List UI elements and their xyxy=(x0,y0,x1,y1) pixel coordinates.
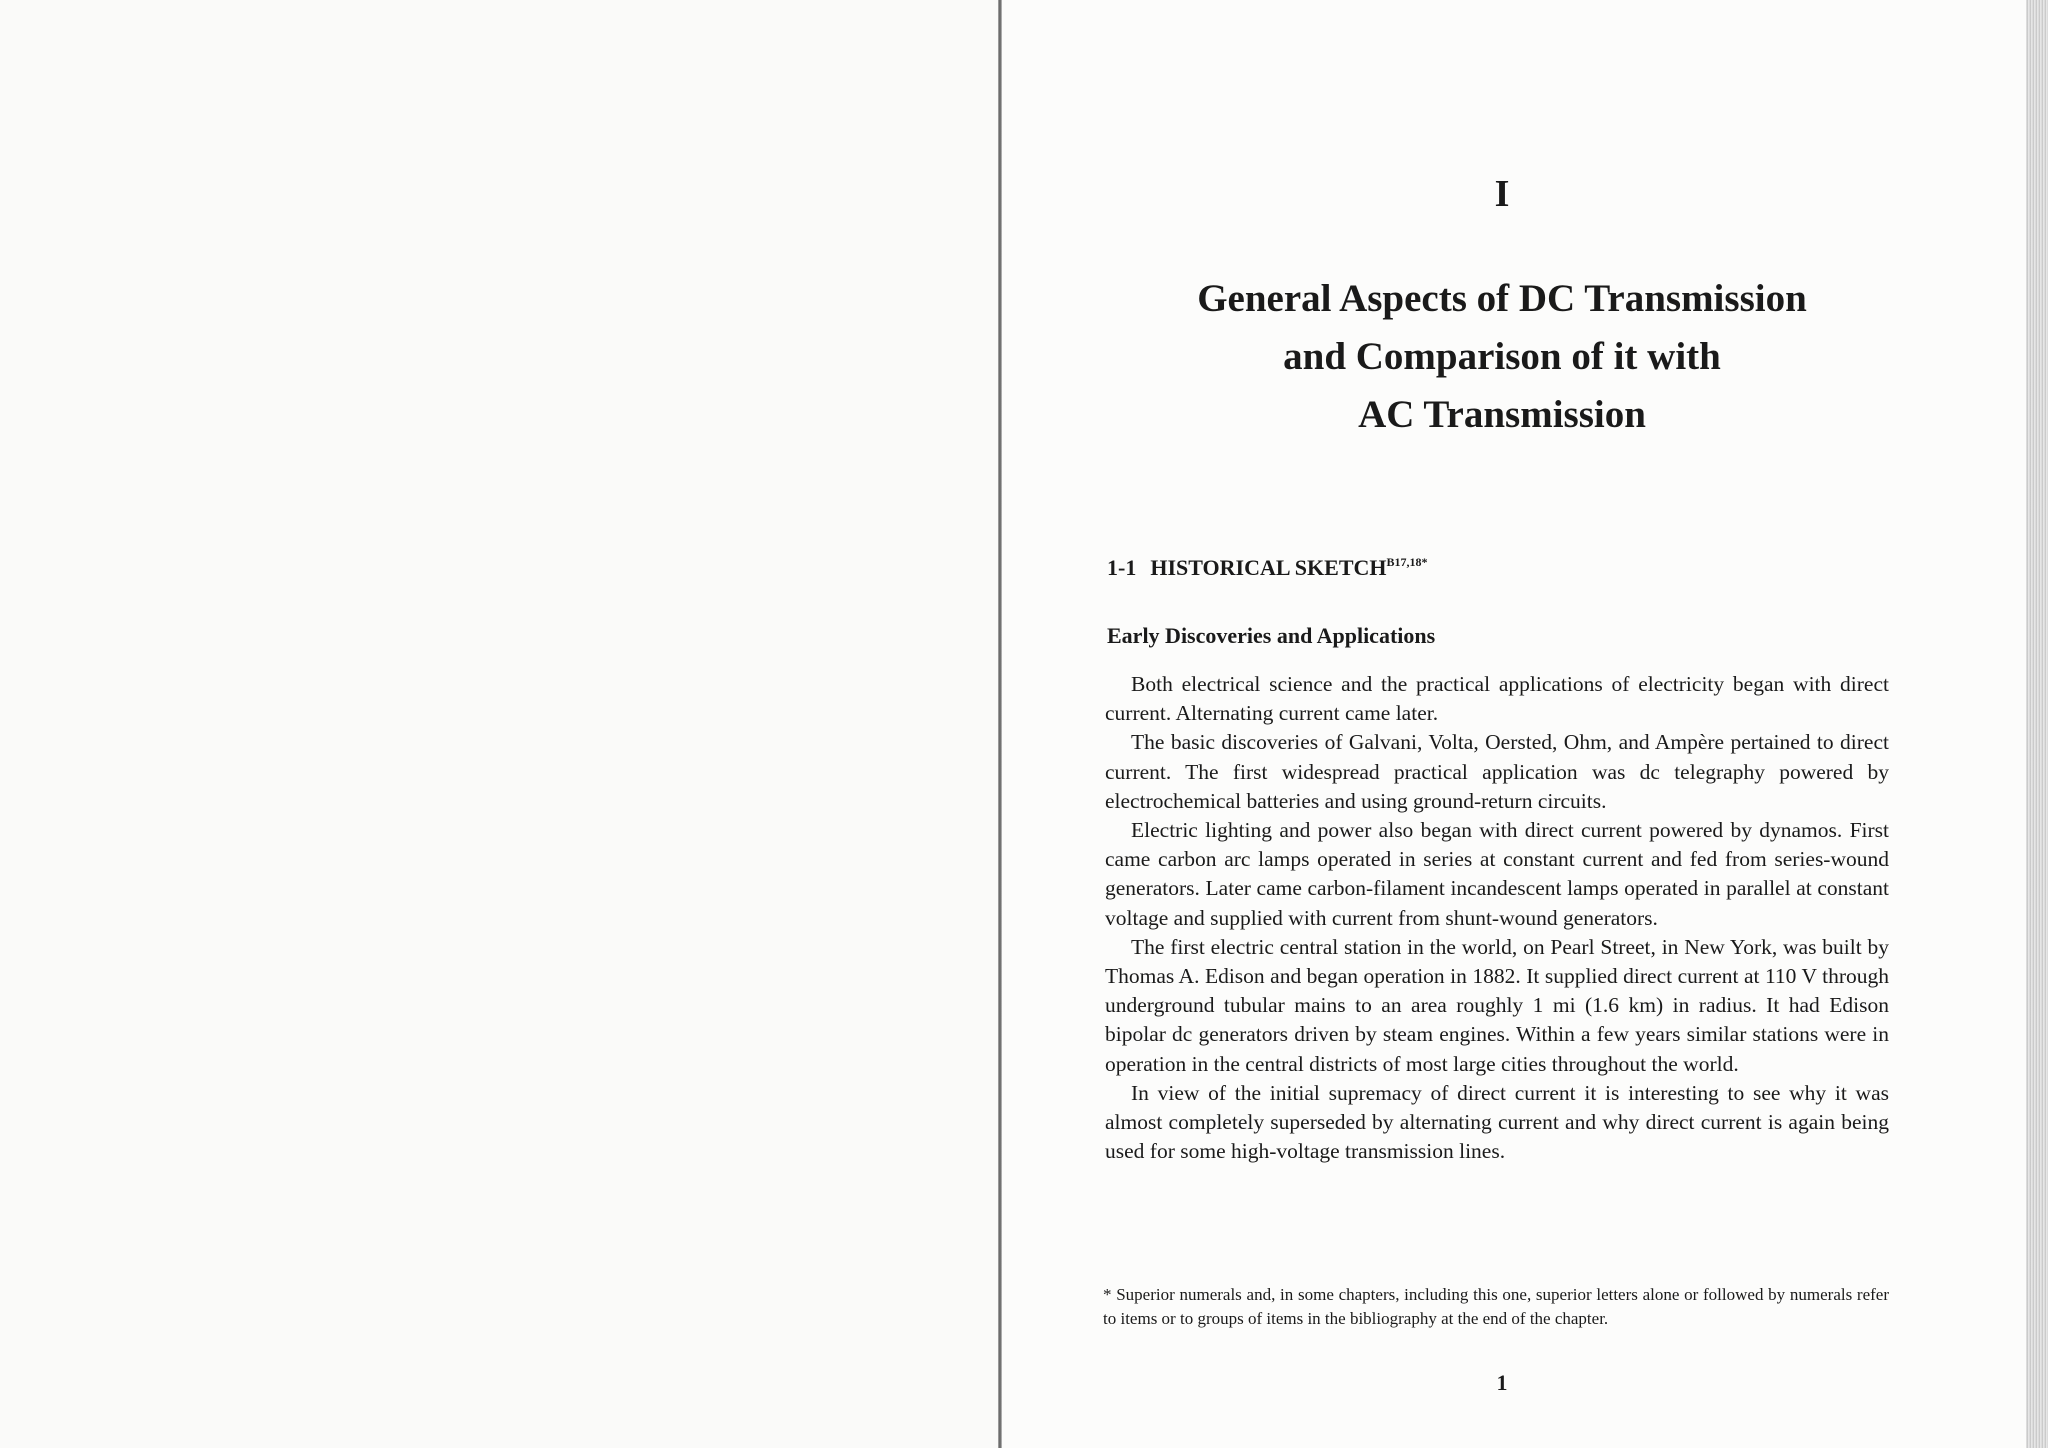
paragraph: In view of the initial supremacy of direct current it is interesting to see why it was almost completely superseded by alternating current and why direct current is again being used for some high-voltage transmission lines. xyxy=(1105,1080,1889,1164)
subsection-heading: Early Discoveries and Applications xyxy=(1107,623,1436,648)
footnote: * Superior numerals and, in some chapters, including this one, superior letters alone or followed by numerals refer to items or to groups of items in the bibliography at the end of the chapter. xyxy=(1103,1285,1889,1328)
chapter-title-line: General Aspects of DC Transmission xyxy=(1197,277,1807,320)
chapter-title-line: AC Transmission xyxy=(1358,393,1646,436)
page-edge-stack xyxy=(2026,0,2048,1448)
page-number: 1 xyxy=(1496,1370,1508,1395)
paragraph: The first electric central station in the world, on Pearl Street, in New York, was built by Thomas A. Edison and began operation in 1882. It supplied direct current at 110 V through underground tubular mains to an area roughly 1 mi (1.6 km) in radius. It had Edison bipolar dc generators driven by steam engines. Within a few years similar stations were in operation in the central districts of most large cities throughout the world. xyxy=(1105,934,1889,1076)
chapter-title xyxy=(1102,270,1902,444)
paragraph: The basic discoveries of Galvani, Volta, Oersted, Ohm, and Ampère pertained to direct current. The first widespread practical application was dc telegraphy powered by electrochemical batteries and using ground-return circuits. xyxy=(1105,730,1889,813)
body-text xyxy=(1105,670,1889,1166)
paragraph: Both electrical science and the practical applications of electricity began with direct current. Alternating current came later. xyxy=(1105,672,1889,726)
paragraph: Electric lighting and power also began with direct current powered by dynamos. First came carbon arc lamps operated in series at constant current and fed from series-wound generators. Later came carbon-filament incandescent lamps operated in parallel at constant voltage and supplied with current from shunt-wound generators. xyxy=(1105,818,1889,930)
section-citation: B17,18* xyxy=(1386,555,1428,569)
left-page-blank xyxy=(0,0,998,1448)
section-number: 1-1 xyxy=(1107,555,1137,580)
section-title: HISTORICAL SKETCH xyxy=(1150,555,1387,580)
section-heading xyxy=(1107,555,1428,581)
chapter-title-line: and Comparison of it with xyxy=(1283,335,1721,378)
chapter-number: I xyxy=(1494,173,1510,215)
